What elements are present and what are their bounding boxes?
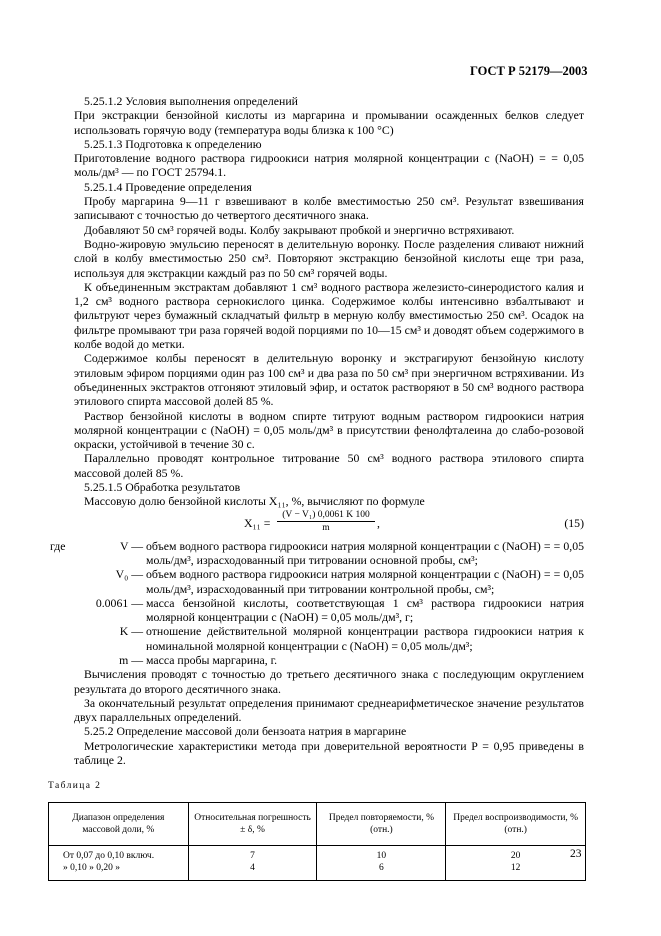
- section-heading-5-25-1-2: 5.25.1.2 Условия выполнения определений: [84, 94, 298, 108]
- formula-fraction: [277, 509, 375, 534]
- paragraph: Метрологические характеристики метода при доверительной вероятности P = 0,95 приведены в таблице 2.: [74, 738, 584, 768]
- column-header: Предел воспроизводимости, % (отн.): [446, 802, 586, 845]
- range-cell: От 0,07 до 0,10 включ.: [63, 850, 155, 861]
- paragraph: Массовую долю бензойной кислоты X₁₁, %, вычисляют по формуле: [84, 494, 425, 509]
- definition-item: [50, 539, 584, 568]
- section-heading-5-25-1-4: 5.25.1.4 Проведение определения: [84, 179, 252, 194]
- paragraph: Водно-жировую эмульсию переносят в делительную воронку. После разделения сливают нижний слой в колбу вместимостью 250 см³. Повторяют экстракцию бензойной кислоты еще три раза, используя для экстракции каждый раз по 50 см³ горячей воды.: [74, 236, 584, 280]
- table-cell: [317, 845, 446, 880]
- table-row: [49, 845, 586, 880]
- repeatability-cell: 10: [376, 850, 387, 861]
- paragraph: Параллельно проводят контрольное титрование 50 см³ водного раствора этилового спирта массовой долей 85 %.: [74, 451, 584, 480]
- error-cell: 4: [250, 862, 255, 873]
- formula-15: [74, 509, 584, 537]
- formula-tail: ,: [377, 515, 380, 530]
- paragraph: Добавляют 50 см³ горячей воды. Колбу закрывают пробкой и энергично встряхивают.: [84, 222, 515, 237]
- definition-text: объем водного раствора гидроокиси натрия молярной концентрации c (NaOH) = = 0,05 моль/дм³, израсходованный при титровании основной пробы, см³;: [146, 538, 584, 567]
- range-cell: » 0,10 » 0,20 »: [63, 862, 120, 873]
- definition-text: масса пробы маргарина, г.: [146, 652, 278, 667]
- reproducibility-cell: 12: [510, 862, 521, 873]
- document-body: [48, 94, 584, 881]
- section-heading-5-25-1-3: 5.25.1.3 Подготовка к определению: [84, 136, 262, 151]
- formula-number: (15): [564, 515, 584, 530]
- paragraph: Содержимое колбы переносят в делительную воронку и экстрагируют бензойную кислоту этиловым эфиром порциями один раз 100 см³ и два раза по 50 см³ при энергичном встряхивании. Из объединенных экстрактов отгоняют этиловый эфир, и остаток растворяют в 50 см³ водного раствора этилового спирта массовой долей 85 %.: [74, 351, 584, 409]
- definition-symbol: V₀ —: [115, 567, 143, 582]
- definition-text: масса бензойной кислоты, соответствующая 1 см³ раствора гидроокиси натрия молярной концентрации c (NaOH) = 0,05 моль/дм³, г;: [146, 595, 584, 625]
- paragraph: Вычисления проводят с точностью до третьего десятичного знака с последующим округлением результата до второго десятичного знака.: [74, 667, 584, 696]
- section-heading-5-25-1-5: 5.25.1.5 Обработка результатов: [84, 480, 241, 495]
- definition-text: отношение действительной молярной концентрации раствора гидроокиси натрия к номинальной молярной концентрации c (NaOH) = 0,05 моль/дм³;: [146, 624, 584, 653]
- where-label: где: [50, 538, 66, 553]
- column-header: Предел повторяемости, % (отн.): [317, 802, 446, 845]
- metrology-table: [48, 802, 586, 881]
- definition-symbol: 0.0061 —: [95, 595, 143, 610]
- error-cell: 7: [250, 850, 255, 861]
- table-header-row: [49, 802, 586, 845]
- reproducibility-cell: 20: [510, 850, 521, 861]
- definition-item: [50, 596, 584, 625]
- table-cell: [49, 845, 189, 880]
- definition-item: [50, 653, 584, 667]
- section-heading-5-25-2: 5.25.2 Определение массовой доли бензоата натрия в маргарине: [84, 724, 407, 739]
- paragraph: К объединенным экстрактам добавляют 1 см³ водного раствора железисто-синеродистого калия и 1,2 см³ водного раствора сернокислого цинка. Содержимое колбы интенсивно взбалтывают и фильтруют через бумажный складчатый фильтр в мерную колбу вместимостью 250 см³. Осадок на фильтре промывают три раза горячей водой порциями по 10—15 см³ и доводят объем содержимого в колбе водой до метки.: [74, 279, 584, 352]
- definition-symbol: V —: [119, 538, 143, 553]
- column-header: Относительная погрешность ± δ, %: [188, 802, 317, 845]
- table-caption: Таблица 2: [48, 781, 102, 792]
- definition-symbol: m —: [119, 652, 143, 667]
- table-cell: [446, 845, 586, 880]
- paragraph: Приготовление водного раствора гидроокиси натрия молярной концентрации c (NaOH) = = 0,05 моль/дм³ — по ГОСТ 25794.1.: [74, 151, 584, 180]
- variable-definitions: [50, 539, 584, 668]
- column-header: Диапазон определения массовой доли, %: [49, 802, 189, 845]
- paragraph: За окончательный результат определения принимают среднеарифметическое значение результатов двух параллельных определений.: [74, 695, 584, 725]
- formula-denominator: m: [322, 522, 330, 533]
- definition-item: [50, 624, 584, 653]
- repeatability-cell: 6: [379, 862, 384, 873]
- definition-symbol: K —: [119, 624, 143, 639]
- paragraph: При экстракции бензойной кислоты из маргарина и промывании осажденных белков следует использовать горячую воду (температура воды близка к 100 °С): [74, 108, 584, 137]
- definition-item: [50, 567, 584, 596]
- paragraph: Пробу маргарина 9—11 г взвешивают в колбе вместимостью 250 см³. Результат взвешивания записывают с точностью до четвертого десятичного знака.: [74, 194, 584, 223]
- page-number: 23: [570, 848, 582, 860]
- paragraph: Раствор бензойной кислоты в водном спирте титруют водным раствором гидроокиси натрия молярной концентрации c (NaOH) = 0,05 моль/дм³ в присутствии фенолфталеина до слабо-розовой окраски, устойчивой в течение 30 с.: [74, 408, 584, 452]
- standard-header: ГОСТ Р 52179—2003: [470, 64, 588, 78]
- definition-text: объем водного раствора гидроокиси натрия молярной концентрации c (NaOH) = = 0,05 моль/дм³, израсходованный при титровании контрольной пробы, см³;: [146, 567, 584, 596]
- formula-numerator: (V − V₁) 0,0061 K 100: [277, 509, 375, 522]
- table-cell: [188, 845, 317, 880]
- formula-lhs: X₁₁ =: [244, 515, 271, 530]
